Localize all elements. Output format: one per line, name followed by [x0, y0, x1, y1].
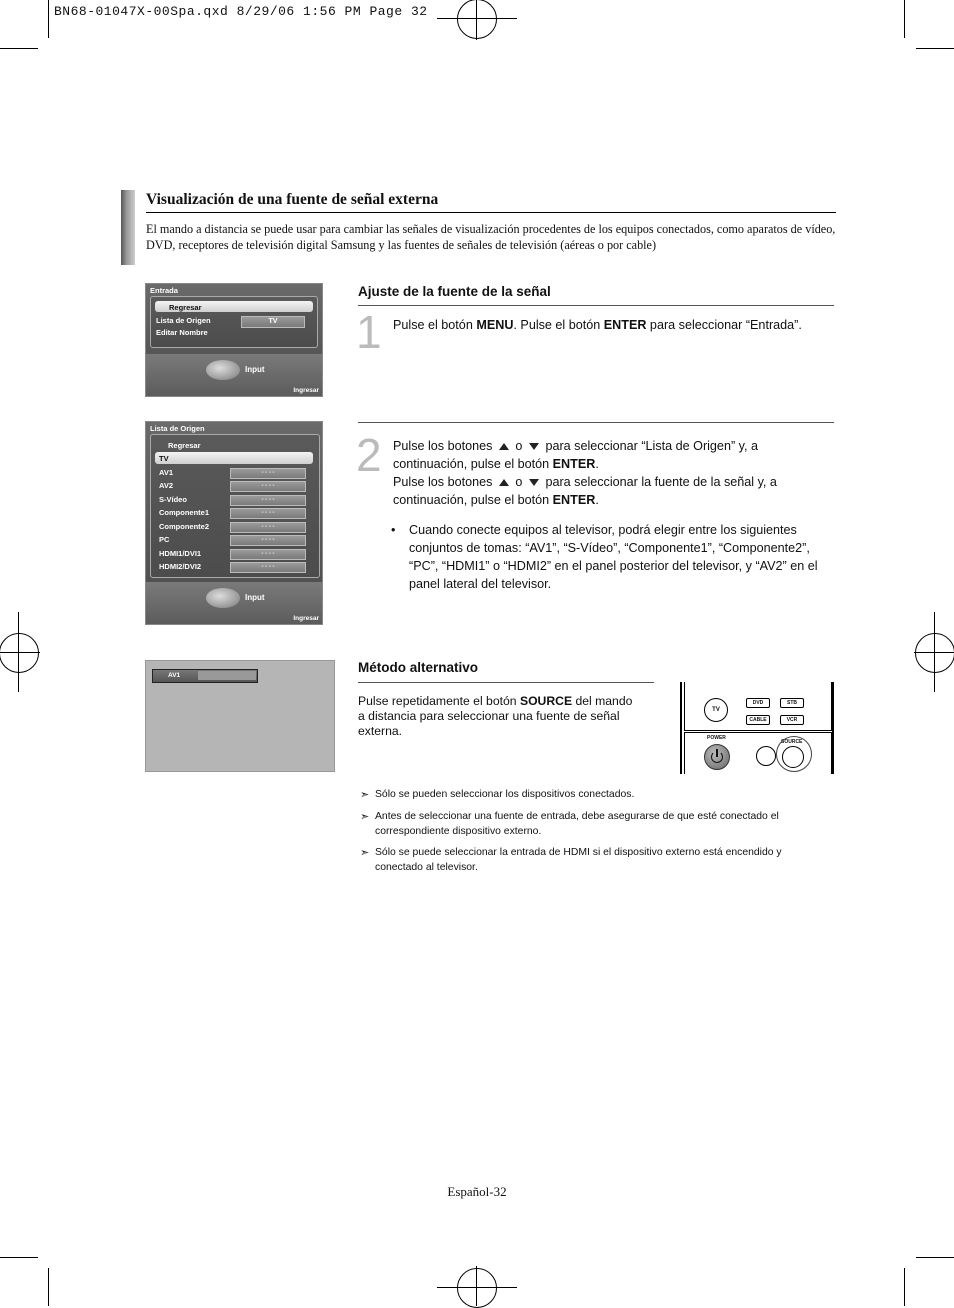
step-number: 1 — [356, 306, 382, 358]
osd-input-menu — [145, 283, 323, 397]
step2-bullet: Cuando conecte equipos al televisor, podrá elegir entre los siguientes conjuntos de tomas: “AV1”, “S-Vídeo”, “Componente1”, “Componente2”, “PC”, “HDMI1” o “HDMI2” en el panel posterior del televisor, y “AV2” en el panel lateral del televisor. — [409, 523, 818, 591]
osd-item: Componente2 — [159, 522, 210, 531]
print-slug: BN68-01047X-00Spa.qxd 8/29/06 1:56 PM Page 32 — [54, 4, 428, 19]
osd-item-value: TV — [241, 316, 305, 328]
crop-mark — [0, 48, 38, 49]
osd-item: AV1 — [159, 468, 174, 477]
osd-item-value: - - - - — [230, 535, 306, 546]
osd-item-selected: TV — [159, 454, 169, 463]
step-number: 2 — [356, 429, 382, 481]
note-item: ➣ Sólo se puede seleccionar la entrada de HDMI si el dispositivo externo está encendido y conectado al televisor. — [360, 847, 782, 873]
section-rule — [146, 212, 836, 213]
bullet-marker: • — [391, 523, 396, 537]
dvd-button[interactable]: DVD — [746, 698, 770, 708]
up-arrow-icon — [499, 443, 509, 450]
osd-item-value: - - - - — [230, 481, 306, 492]
osd-footer — [146, 582, 322, 624]
osd-item: Componente1 — [159, 508, 210, 517]
osd-item: AV2 — [159, 481, 174, 490]
osd-item-value: - - - - — [230, 495, 306, 506]
alt-heading: Método alternativo — [358, 660, 479, 675]
page-number: Español-32 — [447, 1184, 507, 1199]
crop-mark — [48, 1268, 49, 1306]
section-title: Visualización de una fuente de señal externa — [146, 191, 439, 208]
section-intro: El mando a distancia se puede usar para cambiar las señales de visualización procedentes de los equipos conectados, como aparatos de vídeo, DVD, receptores de televisión digital Samsung y las fuentes de señales de televisión (aéreas o por cable) — [146, 222, 836, 252]
light-button[interactable] — [756, 746, 776, 766]
down-arrow-icon — [529, 479, 539, 486]
osd-hint: Ingresar — [293, 615, 319, 622]
osd-input-label: Input — [245, 365, 265, 374]
osd-title: Entrada — [150, 286, 178, 295]
osd-item: S-Vídeo — [159, 495, 187, 504]
note-arrow-icon: ➣ — [360, 811, 370, 823]
osd-item: Editar Nombre — [156, 328, 208, 337]
osd-source-banner — [145, 660, 335, 772]
osd-item-value: - - - - — [230, 549, 306, 560]
source-button[interactable] — [782, 746, 804, 768]
crop-mark — [0, 1257, 38, 1258]
osd-item-value: - - - - — [230, 562, 306, 573]
osd-source-list — [145, 421, 323, 625]
crop-mark — [48, 0, 49, 38]
crop-mark — [916, 48, 954, 49]
down-arrow-icon — [529, 443, 539, 450]
alt-text: Pulse repetidamente el botón SOURCE del mando a distancia para seleccionar una fuente de señal externa. — [358, 694, 633, 738]
crop-mark — [916, 1257, 954, 1258]
crop-mark — [904, 0, 905, 38]
section-accent-bar — [121, 190, 135, 265]
osd-selected-row — [155, 452, 313, 464]
cable-button[interactable]: CABLE — [746, 715, 770, 725]
input-icon — [206, 588, 240, 608]
osd-footer — [146, 354, 322, 396]
osd-item-back: Regresar — [168, 441, 201, 450]
note-arrow-icon: ➣ — [360, 847, 370, 859]
osd-item-value: - - - - — [230, 522, 306, 533]
stb-button[interactable]: STB — [780, 698, 804, 708]
power-button[interactable] — [704, 744, 730, 770]
alt-rule — [358, 682, 654, 683]
crop-mark — [904, 1268, 905, 1306]
step2-text: Pulse los botones o para seleccionar “Lista de Origen” y, a continuación, pulse el botón ENTER. Pulse los botones o para seleccionar la fuente de la señal y, a continuación, pulse el botón ENTER. — [393, 439, 777, 507]
osd-banner-label: AV1 — [168, 672, 181, 679]
step-rule — [358, 422, 834, 423]
up-arrow-icon — [499, 479, 509, 486]
step1-text: Pulse el botón MENU. Pulse el botón ENTER para seleccionar “Entrada”. — [393, 318, 802, 332]
note-item: ➣ Sólo se pueden seleccionar los dispositivos conectados. — [360, 789, 635, 801]
adjust-rule — [358, 305, 834, 306]
osd-item-value: - - - - — [230, 468, 306, 479]
osd-item: HDMI1/DVI1 — [159, 549, 202, 558]
osd-input-label: Input — [245, 593, 265, 602]
osd-item: HDMI2/DVI2 — [159, 562, 202, 571]
osd-hint: Ingresar — [293, 387, 319, 394]
tv-button[interactable]: TV — [704, 698, 728, 722]
input-icon — [206, 360, 240, 380]
osd-title: Lista de Origen — [150, 424, 205, 433]
note-arrow-icon: ➣ — [360, 789, 370, 801]
note-item: ➣ Antes de seleccionar una fuente de entrada, debe asegurarse de que esté conectado el correspondiente dispositivo externo. — [360, 811, 779, 837]
adjust-heading: Ajuste de la fuente de la señal — [358, 284, 551, 299]
remote-illustration — [680, 682, 834, 774]
osd-item: Lista de Origen — [156, 316, 211, 325]
vcr-button[interactable]: VCR — [780, 715, 804, 725]
osd-item: PC — [159, 535, 170, 544]
osd-item-value: - - - - — [230, 508, 306, 519]
source-label: SOURCE — [781, 739, 803, 745]
power-label: POWER — [707, 735, 726, 741]
osd-item-back: Regresar — [169, 303, 202, 312]
